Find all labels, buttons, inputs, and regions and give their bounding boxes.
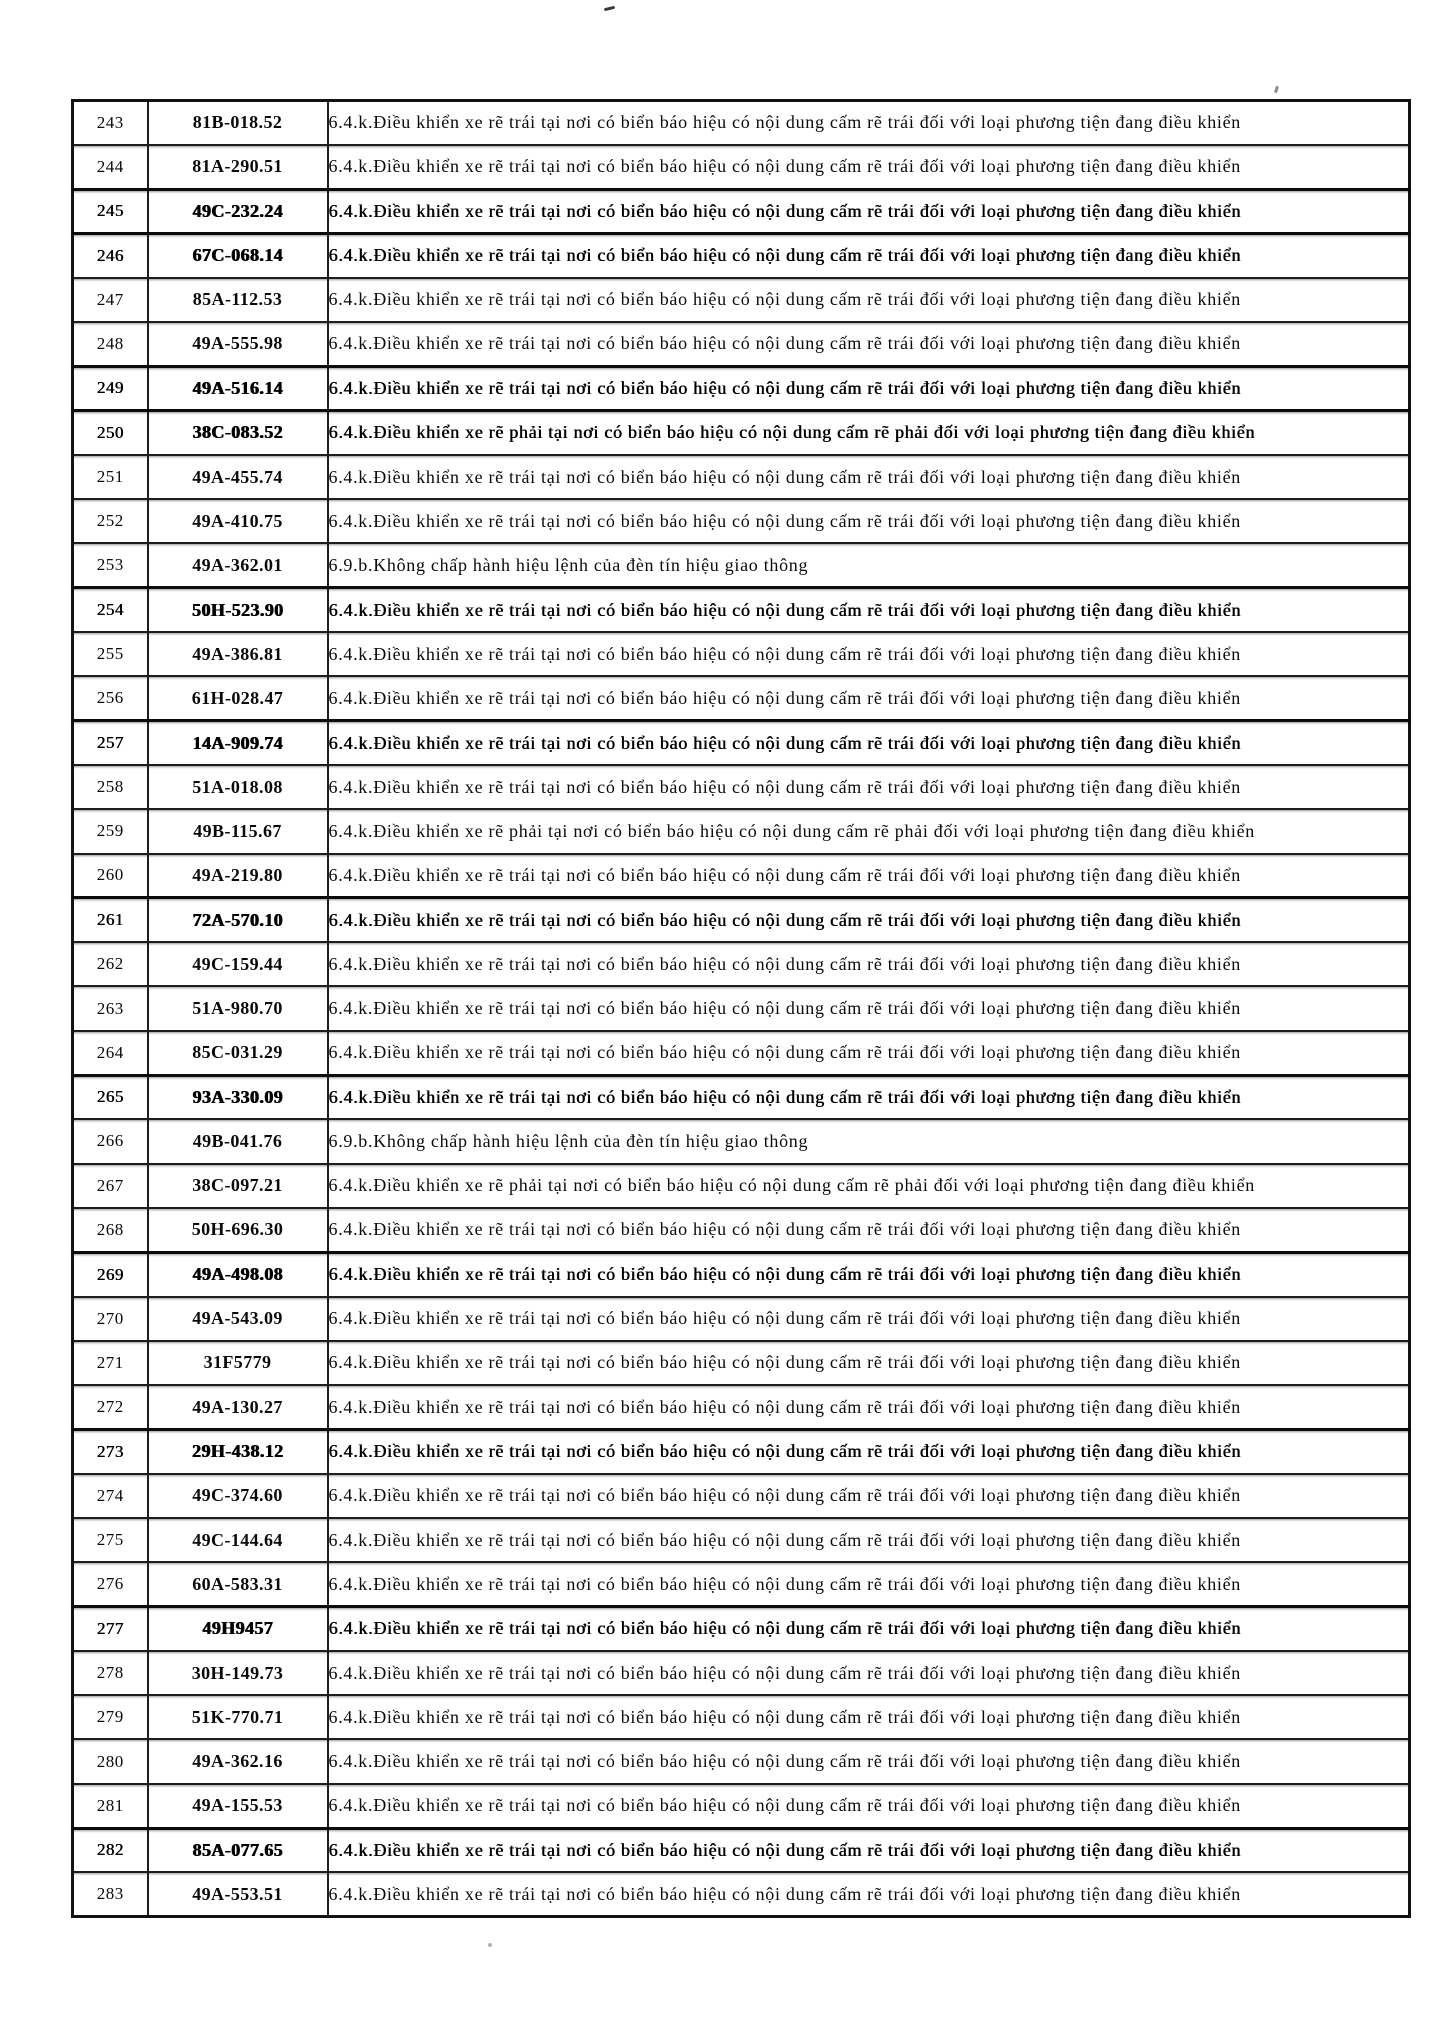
row-index-cell: 265 bbox=[73, 1075, 148, 1119]
license-plate-cell: 31F5779 bbox=[148, 1341, 328, 1385]
violation-description-cell: 6.4.k.Điều khiển xe rẽ trái tại nơi có biển báo hiệu có nội dung cấm rẽ trái đối với loại phương tiện đang điều khiển bbox=[328, 189, 1410, 233]
row-index-cell: 264 bbox=[73, 1031, 148, 1075]
license-plate-cell: 49A-410.75 bbox=[148, 499, 328, 543]
row-index-cell: 282 bbox=[73, 1828, 148, 1872]
violation-description-cell: 6.4.k.Điều khiển xe rẽ trái tại nơi có biển báo hiệu có nội dung cấm rẽ trái đối với loại phương tiện đang điều khiển bbox=[328, 588, 1410, 632]
license-plate-cell: 49A-555.98 bbox=[148, 322, 328, 366]
violation-description-cell: 6.4.k.Điều khiển xe rẽ trái tại nơi có biển báo hiệu có nội dung cấm rẽ trái đối với loại phương tiện đang điều khiển bbox=[328, 676, 1410, 720]
table-row bbox=[73, 455, 1410, 499]
row-index-cell: 256 bbox=[73, 676, 148, 720]
violation-description-cell: 6.4.k.Điều khiển xe rẽ trái tại nơi có biển báo hiệu có nội dung cấm rẽ trái đối với loại phương tiện đang điều khiển bbox=[328, 101, 1410, 145]
table-row bbox=[73, 1031, 1410, 1075]
violation-description-cell: 6.4.k.Điều khiển xe rẽ trái tại nơi có biển báo hiệu có nội dung cấm rẽ trái đối với loại phương tiện đang điều khiển bbox=[328, 765, 1410, 809]
row-index-cell: 259 bbox=[73, 809, 148, 853]
license-plate-cell: 38C-083.52 bbox=[148, 411, 328, 455]
table-row bbox=[73, 1252, 1410, 1296]
table-row bbox=[73, 101, 1410, 145]
violation-description-cell: 6.4.k.Điều khiển xe rẽ trái tại nơi có biển báo hiệu có nội dung cấm rẽ trái đối với loại phương tiện đang điều khiển bbox=[328, 1474, 1410, 1518]
license-plate-cell: 72A-570.10 bbox=[148, 898, 328, 942]
row-index-cell: 271 bbox=[73, 1341, 148, 1385]
violation-description-cell: 6.4.k.Điều khiển xe rẽ trái tại nơi có biển báo hiệu có nội dung cấm rẽ trái đối với loại phương tiện đang điều khiển bbox=[328, 1739, 1410, 1783]
license-plate-cell: 81B-018.52 bbox=[148, 101, 328, 145]
row-index-cell: 279 bbox=[73, 1695, 148, 1739]
table-row bbox=[73, 1828, 1410, 1872]
row-index-cell: 266 bbox=[73, 1119, 148, 1163]
license-plate-cell: 85A-112.53 bbox=[148, 278, 328, 322]
license-plate-cell: 49A-130.27 bbox=[148, 1385, 328, 1429]
violation-description-cell: 6.4.k.Điều khiển xe rẽ trái tại nơi có biển báo hiệu có nội dung cấm rẽ trái đối với loại phương tiện đang điều khiển bbox=[328, 1607, 1410, 1651]
row-index-cell: 270 bbox=[73, 1297, 148, 1341]
violation-description-cell: 6.9.b.Không chấp hành hiệu lệnh của đèn tín hiệu giao thông bbox=[328, 543, 1410, 587]
violation-description-cell: 6.4.k.Điều khiển xe rẽ trái tại nơi có biển báo hiệu có nội dung cấm rẽ trái đối với loại phương tiện đang điều khiển bbox=[328, 898, 1410, 942]
table-row bbox=[73, 145, 1410, 189]
row-index-cell: 275 bbox=[73, 1518, 148, 1562]
license-plate-cell: 49B-041.76 bbox=[148, 1119, 328, 1163]
violation-description-cell: 6.4.k.Điều khiển xe rẽ trái tại nơi có biển báo hiệu có nội dung cấm rẽ trái đối với loại phương tiện đang điều khiển bbox=[328, 1651, 1410, 1695]
table-row bbox=[73, 1429, 1410, 1473]
table-row bbox=[73, 809, 1410, 853]
license-plate-cell: 50H-523.90 bbox=[148, 588, 328, 632]
license-plate-cell: 49C-159.44 bbox=[148, 942, 328, 986]
violation-description-cell: 6.4.k.Điều khiển xe rẽ trái tại nơi có biển báo hiệu có nội dung cấm rẽ trái đối với loại phương tiện đang điều khiển bbox=[328, 1784, 1410, 1828]
table-row bbox=[73, 499, 1410, 543]
license-plate-cell: 49A-498.08 bbox=[148, 1252, 328, 1296]
table-row bbox=[73, 1562, 1410, 1606]
violation-description-cell: 6.4.k.Điều khiển xe rẽ trái tại nơi có biển báo hiệu có nội dung cấm rẽ trái đối với loại phương tiện đang điều khiển bbox=[328, 1429, 1410, 1473]
violation-description-cell: 6.4.k.Điều khiển xe rẽ trái tại nơi có biển báo hiệu có nội dung cấm rẽ trái đối với loại phương tiện đang điều khiển bbox=[328, 1208, 1410, 1252]
violation-description-cell: 6.4.k.Điều khiển xe rẽ trái tại nơi có biển báo hiệu có nội dung cấm rẽ trái đối với loại phương tiện đang điều khiển bbox=[328, 233, 1410, 277]
row-index-cell: 247 bbox=[73, 278, 148, 322]
row-index-cell: 260 bbox=[73, 854, 148, 898]
violation-description-cell: 6.4.k.Điều khiển xe rẽ trái tại nơi có biển báo hiệu có nội dung cấm rẽ trái đối với loại phương tiện đang điều khiển bbox=[328, 455, 1410, 499]
license-plate-cell: 93A-330.09 bbox=[148, 1075, 328, 1119]
table-row bbox=[73, 986, 1410, 1030]
license-plate-cell: 49A-386.81 bbox=[148, 632, 328, 676]
license-plate-cell: 49A-362.01 bbox=[148, 543, 328, 587]
violation-description-cell: 6.4.k.Điều khiển xe rẽ trái tại nơi có biển báo hiệu có nội dung cấm rẽ trái đối với loại phương tiện đang điều khiển bbox=[328, 986, 1410, 1030]
table-row bbox=[73, 411, 1410, 455]
violation-description-cell: 6.4.k.Điều khiển xe rẽ trái tại nơi có biển báo hiệu có nội dung cấm rẽ trái đối với loại phương tiện đang điều khiển bbox=[328, 1518, 1410, 1562]
row-index-cell: 258 bbox=[73, 765, 148, 809]
violation-description-cell: 6.4.k.Điều khiển xe rẽ trái tại nơi có biển báo hiệu có nội dung cấm rẽ trái đối với loại phương tiện đang điều khiển bbox=[328, 1562, 1410, 1606]
row-index-cell: 283 bbox=[73, 1872, 148, 1916]
license-plate-cell: 49C-144.64 bbox=[148, 1518, 328, 1562]
row-index-cell: 276 bbox=[73, 1562, 148, 1606]
table-row bbox=[73, 1607, 1410, 1651]
table-row bbox=[73, 676, 1410, 720]
row-index-cell: 251 bbox=[73, 455, 148, 499]
license-plate-cell: 81A-290.51 bbox=[148, 145, 328, 189]
violation-description-cell: 6.9.b.Không chấp hành hiệu lệnh của đèn tín hiệu giao thông bbox=[328, 1119, 1410, 1163]
license-plate-cell: 51A-980.70 bbox=[148, 986, 328, 1030]
violation-description-cell: 6.4.k.Điều khiển xe rẽ trái tại nơi có biển báo hiệu có nội dung cấm rẽ trái đối với loại phương tiện đang điều khiển bbox=[328, 322, 1410, 366]
license-plate-cell: 85A-077.65 bbox=[148, 1828, 328, 1872]
violation-description-cell: 6.4.k.Điều khiển xe rẽ trái tại nơi có biển báo hiệu có nội dung cấm rẽ trái đối với loại phương tiện đang điều khiển bbox=[328, 1828, 1410, 1872]
row-index-cell: 255 bbox=[73, 632, 148, 676]
table-row bbox=[73, 1872, 1410, 1916]
table-row bbox=[73, 1341, 1410, 1385]
violation-description-cell: 6.4.k.Điều khiển xe rẽ phải tại nơi có biển báo hiệu có nội dung cấm rẽ phải đối với loại phương tiện đang điều khiển bbox=[328, 1164, 1410, 1208]
violation-description-cell: 6.4.k.Điều khiển xe rẽ trái tại nơi có biển báo hiệu có nội dung cấm rẽ trái đối với loại phương tiện đang điều khiển bbox=[328, 1297, 1410, 1341]
license-plate-cell: 49A-516.14 bbox=[148, 366, 328, 410]
license-plate-cell: 49C-232.24 bbox=[148, 189, 328, 233]
scan-artifact-speck bbox=[488, 1943, 492, 1947]
license-plate-cell: 30H-149.73 bbox=[148, 1651, 328, 1695]
violation-description-cell: 6.4.k.Điều khiển xe rẽ trái tại nơi có biển báo hiệu có nội dung cấm rẽ trái đối với loại phương tiện đang điều khiển bbox=[328, 1695, 1410, 1739]
violation-description-cell: 6.4.k.Điều khiển xe rẽ phải tại nơi có biển báo hiệu có nội dung cấm rẽ phải đối với loại phương tiện đang điều khiển bbox=[328, 809, 1410, 853]
violation-description-cell: 6.4.k.Điều khiển xe rẽ trái tại nơi có biển báo hiệu có nội dung cấm rẽ trái đối với loại phương tiện đang điều khiển bbox=[328, 1252, 1410, 1296]
violation-table bbox=[71, 99, 1411, 1918]
table-row bbox=[73, 632, 1410, 676]
violation-description-cell: 6.4.k.Điều khiển xe rẽ phải tại nơi có biển báo hiệu có nội dung cấm rẽ phải đối với loại phương tiện đang điều khiển bbox=[328, 411, 1410, 455]
row-index-cell: 253 bbox=[73, 543, 148, 587]
license-plate-cell: 61H-028.47 bbox=[148, 676, 328, 720]
license-plate-cell: 49C-374.60 bbox=[148, 1474, 328, 1518]
violation-description-cell: 6.4.k.Điều khiển xe rẽ trái tại nơi có biển báo hiệu có nội dung cấm rẽ trái đối với loại phương tiện đang điều khiển bbox=[328, 1031, 1410, 1075]
table-row bbox=[73, 322, 1410, 366]
table-row bbox=[73, 1119, 1410, 1163]
row-index-cell: 278 bbox=[73, 1651, 148, 1695]
license-plate-cell: 49H9457 bbox=[148, 1607, 328, 1651]
table-row bbox=[73, 588, 1410, 632]
license-plate-cell: 51A-018.08 bbox=[148, 765, 328, 809]
row-index-cell: 245 bbox=[73, 189, 148, 233]
table-row bbox=[73, 1651, 1410, 1695]
table-row bbox=[73, 1784, 1410, 1828]
row-index-cell: 257 bbox=[73, 721, 148, 765]
license-plate-cell: 38C-097.21 bbox=[148, 1164, 328, 1208]
row-index-cell: 254 bbox=[73, 588, 148, 632]
row-index-cell: 248 bbox=[73, 322, 148, 366]
license-plate-cell: 29H-438.12 bbox=[148, 1429, 328, 1473]
table-row bbox=[73, 765, 1410, 809]
row-index-cell: 261 bbox=[73, 898, 148, 942]
row-index-cell: 243 bbox=[96, 112, 124, 132]
license-plate-cell: 49A-155.53 bbox=[148, 1784, 328, 1828]
row-index-cell: 263 bbox=[73, 986, 148, 1030]
row-index-cell: 277 bbox=[73, 1607, 148, 1651]
row-index-cell: 268 bbox=[73, 1208, 148, 1252]
table-row bbox=[73, 942, 1410, 986]
violation-description-cell: 6.4.k.Điều khiển xe rẽ trái tại nơi có biển báo hiệu có nội dung cấm rẽ trái đối với loại phương tiện đang điều khiển bbox=[328, 1872, 1410, 1916]
table-row bbox=[73, 854, 1410, 898]
row-index-cell: 280 bbox=[73, 1739, 148, 1783]
license-plate-cell: 50H-696.30 bbox=[148, 1208, 328, 1252]
violation-description-cell: 6.4.k.Điều khiển xe rẽ trái tại nơi có biển báo hiệu có nội dung cấm rẽ trái đối với loại phương tiện đang điều khiển bbox=[328, 1341, 1410, 1385]
row-index-cell: 250 bbox=[73, 411, 148, 455]
table-row bbox=[73, 1385, 1410, 1429]
row-index-cell: 252 bbox=[73, 499, 148, 543]
license-plate-cell: 49A-455.74 bbox=[148, 455, 328, 499]
license-plate-cell: 49A-219.80 bbox=[148, 854, 328, 898]
table-row bbox=[73, 1739, 1410, 1783]
violation-description-cell: 6.4.k.Điều khiển xe rẽ trái tại nơi có biển báo hiệu có nội dung cấm rẽ trái đối với loại phương tiện đang điều khiển bbox=[328, 1075, 1410, 1119]
table-row bbox=[73, 1695, 1410, 1739]
violation-description-cell: 6.4.k.Điều khiển xe rẽ trái tại nơi có biển báo hiệu có nội dung cấm rẽ trái đối với loại phương tiện đang điều khiển bbox=[328, 721, 1410, 765]
row-index-cell: 249 bbox=[73, 366, 148, 410]
table-row bbox=[73, 1297, 1410, 1341]
row-index-cell: 269 bbox=[73, 1252, 148, 1296]
license-plate-cell: 49A-543.09 bbox=[148, 1297, 328, 1341]
table-row bbox=[73, 898, 1410, 942]
license-plate-cell: 49B-115.67 bbox=[148, 809, 328, 853]
license-plate-cell: 85C-031.29 bbox=[148, 1031, 328, 1075]
table-row bbox=[73, 366, 1410, 410]
row-index-cell: 281 bbox=[73, 1784, 148, 1828]
row-index-cell: 246 bbox=[73, 233, 148, 277]
table-row bbox=[73, 543, 1410, 587]
table-row bbox=[73, 721, 1410, 765]
row-index-cell: 262 bbox=[73, 942, 148, 986]
violation-description-cell: 6.4.k.Điều khiển xe rẽ trái tại nơi có biển báo hiệu có nội dung cấm rẽ trái đối với loại phương tiện đang điều khiển bbox=[328, 854, 1410, 898]
row-index-cell: 244 bbox=[73, 145, 148, 189]
scan-artifact-dash bbox=[604, 6, 615, 12]
row-index-cell: 267 bbox=[73, 1164, 148, 1208]
license-plate-cell: 67C-068.14 bbox=[148, 233, 328, 277]
license-plate-cell: 49A-362.16 bbox=[148, 1739, 328, 1783]
violation-table-body bbox=[73, 101, 1410, 1917]
violation-description-cell: 6.4.k.Điều khiển xe rẽ trái tại nơi có biển báo hiệu có nội dung cấm rẽ trái đối với loại phương tiện đang điều khiển bbox=[328, 145, 1410, 189]
violation-description-cell: 6.4.k.Điều khiển xe rẽ trái tại nơi có biển báo hiệu có nội dung cấm rẽ trái đối với loại phương tiện đang điều khiển bbox=[328, 278, 1410, 322]
license-plate-cell: 14A-909.74 bbox=[148, 721, 328, 765]
violation-description-cell: 6.4.k.Điều khiển xe rẽ trái tại nơi có biển báo hiệu có nội dung cấm rẽ trái đối với loại phương tiện đang điều khiển bbox=[328, 499, 1410, 543]
scan-artifact-speck bbox=[1274, 86, 1279, 94]
row-index-cell: 273 bbox=[73, 1429, 148, 1473]
table-row bbox=[73, 1518, 1410, 1562]
license-plate-cell: 60A-583.31 bbox=[148, 1562, 328, 1606]
table-row bbox=[73, 1208, 1410, 1252]
table-row bbox=[73, 278, 1410, 322]
violation-description-cell: 6.4.k.Điều khiển xe rẽ trái tại nơi có biển báo hiệu có nội dung cấm rẽ trái đối với loại phương tiện đang điều khiển bbox=[328, 632, 1410, 676]
row-index-cell: 272 bbox=[73, 1385, 148, 1429]
table-row bbox=[73, 1075, 1410, 1119]
license-plate-cell: 51K-770.71 bbox=[148, 1695, 328, 1739]
table-row bbox=[73, 189, 1410, 233]
violation-description-cell: 6.4.k.Điều khiển xe rẽ trái tại nơi có biển báo hiệu có nội dung cấm rẽ trái đối với loại phương tiện đang điều khiển bbox=[328, 1385, 1410, 1429]
license-plate-cell: 49A-553.51 bbox=[148, 1872, 328, 1916]
violation-description-cell: 6.4.k.Điều khiển xe rẽ trái tại nơi có biển báo hiệu có nội dung cấm rẽ trái đối với loại phương tiện đang điều khiển bbox=[328, 366, 1410, 410]
table-row bbox=[73, 1474, 1410, 1518]
row-index-cell: 274 bbox=[73, 1474, 148, 1518]
table-row bbox=[73, 1164, 1410, 1208]
violation-description-cell: 6.4.k.Điều khiển xe rẽ trái tại nơi có biển báo hiệu có nội dung cấm rẽ trái đối với loại phương tiện đang điều khiển bbox=[328, 942, 1410, 986]
table-row bbox=[73, 233, 1410, 277]
